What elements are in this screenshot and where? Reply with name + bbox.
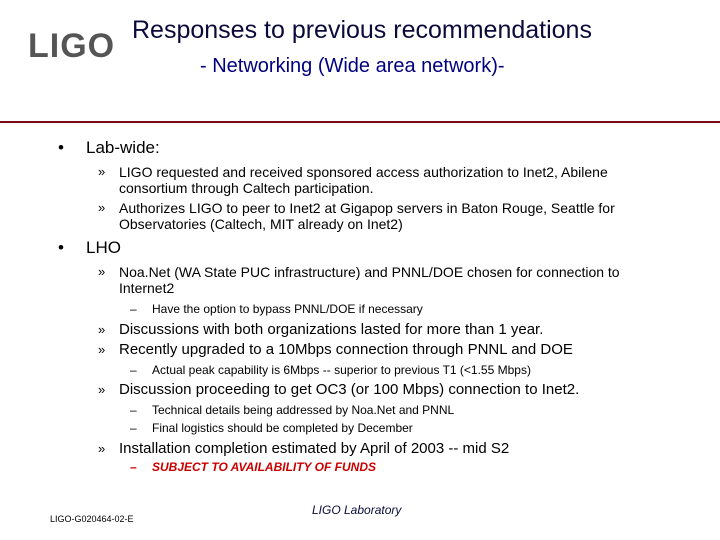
dash-icon: – (130, 421, 137, 435)
labwide-item-1-text: LIGO requested and received sponsored access authorization to Inet2, Abilene consortium through Caltech participation. (119, 164, 608, 196)
lho-item-5-sub (130, 460, 376, 474)
lho-item-5 (98, 441, 658, 457)
lho-item-2-text: Discussions with both organizations lasted for more than 1 year. (119, 321, 544, 338)
dash-icon: – (130, 460, 137, 474)
bullet-dot-icon: • (58, 238, 64, 257)
lho-item-4-sub-1-text: Technical details being addressed by Noa.Net and PNNL (152, 403, 455, 417)
chevron-right-icon: » (98, 200, 106, 215)
chevron-right-icon: » (98, 342, 106, 357)
lho-item-3-sub-text: Actual peak capability is 6Mbps -- superior to previous T1 (<1.55 Mbps) (152, 363, 531, 377)
dash-icon: – (130, 363, 137, 377)
footer-lab-name: LIGO Laboratory (312, 503, 402, 517)
dash-icon: – (130, 403, 137, 417)
lho-item-1-sub (130, 302, 423, 316)
labwide-item-2 (98, 200, 658, 232)
bullet-labwide-label: Lab-wide: (86, 138, 160, 157)
bullet-lho (58, 238, 121, 258)
chevron-right-icon: » (98, 382, 106, 397)
dash-icon: – (130, 302, 137, 316)
labwide-item-2-text: Authorizes LIGO to peer to Inet2 at Gigapop servers in Baton Rouge, Seattle for Observatories (Caltech, MIT already on Inet2) (119, 200, 615, 232)
lho-item-4-sub-1 (130, 403, 454, 417)
logo-text: LIGO (28, 27, 116, 64)
lho-item-1-sub-text: Have the option to bypass PNNL/DOE if necessary (152, 302, 423, 316)
labwide-item-1 (98, 164, 658, 196)
lho-item-4-sub-2-text: Final logistics should be completed by December (152, 421, 413, 435)
bullet-dot-icon: • (58, 138, 64, 157)
bullet-labwide (58, 138, 160, 158)
lho-item-4-sub-2 (130, 421, 413, 435)
lho-item-3 (98, 342, 658, 358)
lho-item-1-text: Noa.Net (WA State PUC infrastructure) and PNNL/DOE chosen for connection to Internet2 (119, 264, 620, 296)
bullet-lho-label: LHO (86, 238, 121, 257)
chevron-right-icon: » (98, 441, 106, 456)
lho-item-2 (98, 322, 658, 338)
page-title: Responses to previous recommendations (132, 16, 592, 44)
lho-item-4 (98, 382, 658, 398)
chevron-right-icon: » (98, 264, 106, 279)
funding-warning-text: SUBJECT TO AVAILABILITY OF FUNDS (152, 460, 377, 474)
lho-item-3-sub (130, 363, 531, 377)
lho-item-4-text: Discussion proceeding to get OC3 (or 100 Mbps) connection to Inet2. (119, 381, 580, 398)
lho-item-3-text: Recently upgraded to a 10Mbps connection through PNNL and DOE (119, 341, 573, 358)
chevron-right-icon: » (98, 322, 106, 337)
lho-item-5-text: Installation completion estimated by April of 2003 -- mid S2 (119, 440, 510, 457)
page-subtitle: - Networking (Wide area network)- (200, 55, 505, 77)
chevron-right-icon: » (98, 164, 106, 179)
lho-item-1 (98, 264, 658, 296)
document-id: LIGO-G020464-02-E (50, 514, 134, 524)
